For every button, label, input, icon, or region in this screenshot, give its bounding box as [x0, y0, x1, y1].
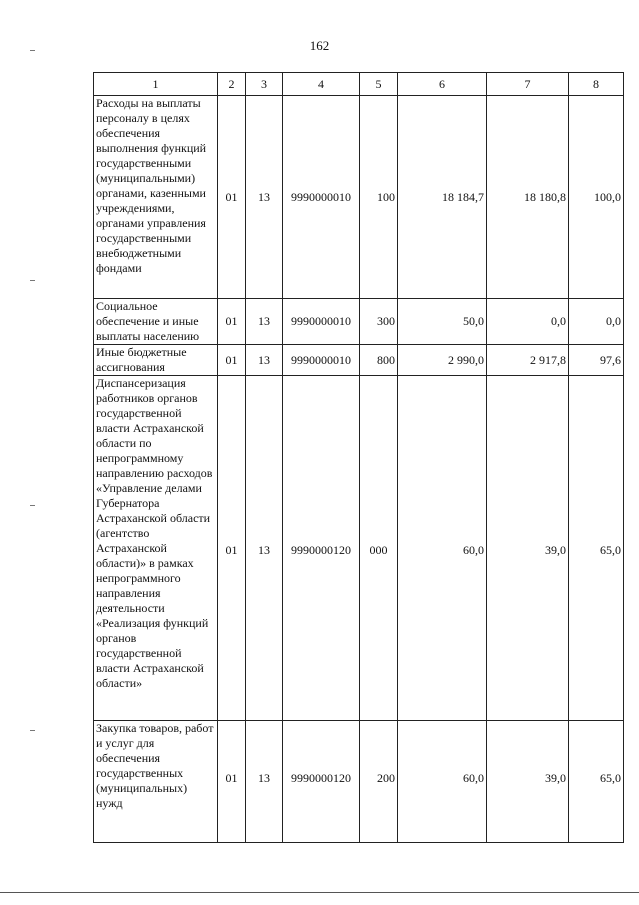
margin-mark [30, 730, 35, 731]
header-cell: 8 [569, 73, 624, 96]
percent-value: 97,6 [569, 345, 624, 376]
plan-value: 18 184,7 [398, 96, 487, 299]
subsection-code: 13 [246, 96, 283, 299]
table-row [94, 721, 624, 843]
header-cell: 2 [218, 73, 246, 96]
percent-value: 65,0 [569, 376, 624, 721]
expense-type: 200 [360, 721, 398, 843]
row-name: Социальное обеспечение и иные выплаты населению [94, 299, 218, 345]
header-cell: 7 [487, 73, 569, 96]
plan-value: 50,0 [398, 299, 487, 345]
header-cell: 1 [94, 73, 218, 96]
target-code: 9990000010 [283, 96, 360, 299]
header-cell: 5 [360, 73, 398, 96]
plan-value: 60,0 [398, 721, 487, 843]
percent-value: 65,0 [569, 721, 624, 843]
table-row [94, 345, 624, 376]
header-row [94, 73, 624, 96]
executed-value: 39,0 [487, 376, 569, 721]
header-cell: 3 [246, 73, 283, 96]
plan-value: 2 990,0 [398, 345, 487, 376]
row-name: Иные бюджетные ассигнования [94, 345, 218, 376]
executed-value: 2 917,8 [487, 345, 569, 376]
target-code: 9990000120 [283, 721, 360, 843]
executed-value: 18 180,8 [487, 96, 569, 299]
executed-value: 39,0 [487, 721, 569, 843]
row-name: Диспансеризация работников органов государственной власти Астраханской области по непрограммному направлению расходов «Управление делами Губернатора Астраханской области (агентство Астраханской области)» в рамках непрограммного направления деятельности «Реализация функций органов государственной власти Астраханской области» [94, 376, 218, 721]
target-code: 9990000010 [283, 299, 360, 345]
expense-type: 800 [360, 345, 398, 376]
subsection-code: 13 [246, 721, 283, 843]
target-code: 9990000120 [283, 376, 360, 721]
plan-value: 60,0 [398, 376, 487, 721]
page-number: 162 [309, 38, 330, 53]
subsection-code: 13 [246, 376, 283, 721]
row-name: Закупка товаров, работ и услуг для обеспечения государственных (муниципальных) нужд [94, 721, 218, 843]
header-cell: 6 [398, 73, 487, 96]
subsection-code: 13 [246, 345, 283, 376]
table-row [94, 376, 624, 721]
section-code: 01 [218, 299, 246, 345]
expense-type: 300 [360, 299, 398, 345]
section-code: 01 [218, 376, 246, 721]
section-code: 01 [218, 96, 246, 299]
section-code: 01 [218, 345, 246, 376]
scan-edge-line [0, 892, 639, 893]
budget-table [93, 72, 624, 843]
header-cell: 4 [283, 73, 360, 96]
margin-mark [30, 50, 35, 51]
table-row [94, 299, 624, 345]
subsection-code: 13 [246, 299, 283, 345]
margin-mark [30, 280, 35, 281]
target-code: 9990000010 [283, 345, 360, 376]
row-name: Расходы на выплаты персоналу в целях обеспечения выполнения функций государственными (муниципальными) органами, казенными учреждениями, органами управления государственными внебюджетными фондами [94, 96, 218, 299]
expense-type: 000 [360, 376, 398, 721]
executed-value: 0,0 [487, 299, 569, 345]
section-code: 01 [218, 721, 246, 843]
percent-value: 0,0 [569, 299, 624, 345]
margin-mark [30, 505, 35, 506]
expense-type: 100 [360, 96, 398, 299]
percent-value: 100,0 [569, 96, 624, 299]
table-row [94, 96, 624, 299]
